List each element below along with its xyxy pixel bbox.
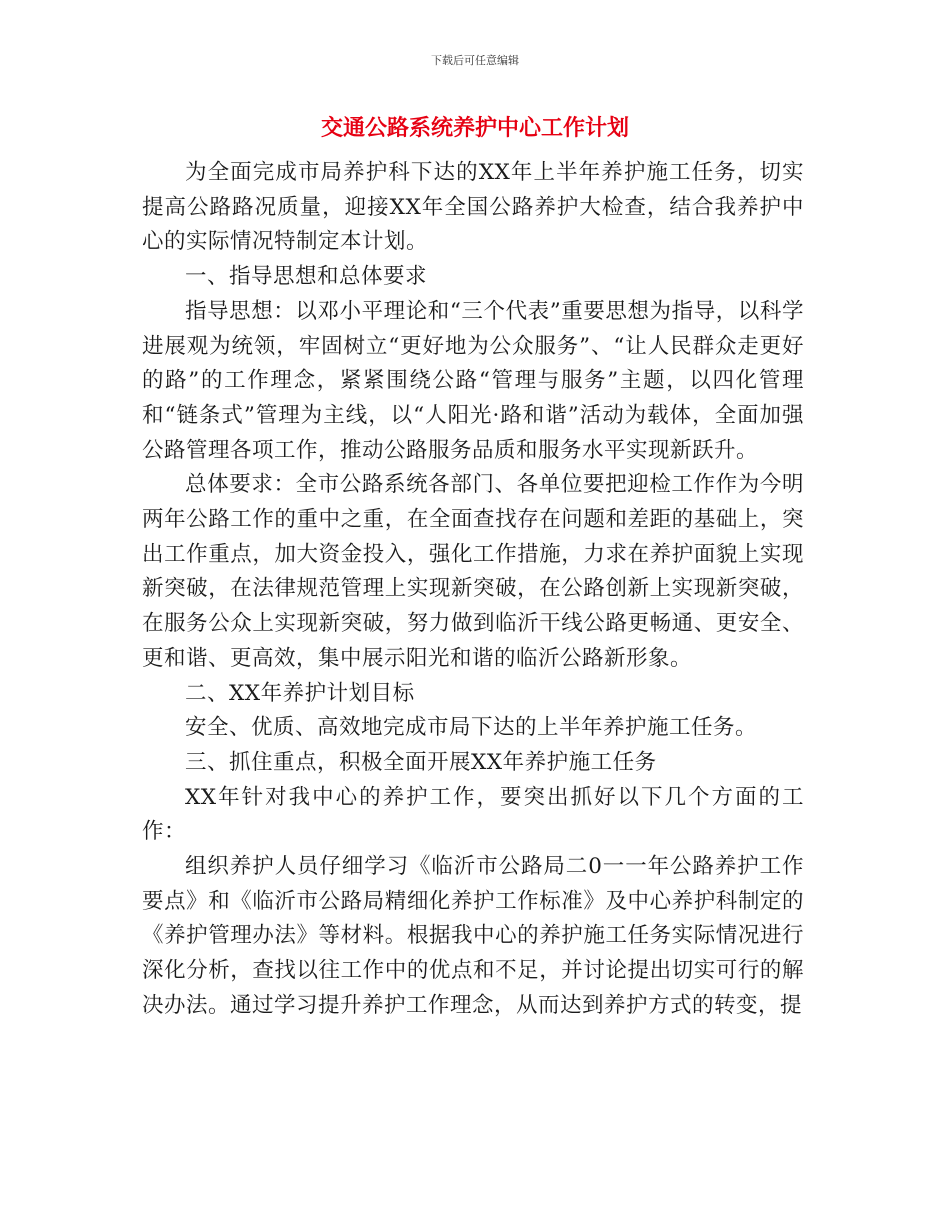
paragraph-key-tasks-intro: XX年针对我中心的养护工作，要突出抓好以下几个方面的工作： <box>142 784 804 845</box>
paragraph-overall-requirements: 总体要求：全市公路系统各部门、各单位要把迎检工作作为今明两年公路工作的重中之重，在全面查找存在问题和差距的基础上，突出工作重点，加大资金投入，强化工作措施，力求在养护面貌上实现新突破，在法律规范管理上实现新突破，在公路创新上实现新突破，在服务公众上实现新突破，努力做到临沂干线公路更畅通、更安全、更和谐、更高效，集中展示阳光和谐的临沂公路新形象。 <box>142 472 804 671</box>
section-heading-guiding-principles: 一、指导思想和总体要求 <box>185 264 428 290</box>
document-title: 交通公路系统养护中心工作计划 <box>320 115 629 141</box>
paragraph-intro: 为全面完成市局养护科下达的XX年上半年养护施工任务，切实提高公路路况质量，迎接XX年全国公路养护大检查，结合我养护中心的实际情况特制定本计划。 <box>142 160 804 255</box>
section-heading-key-tasks: 三、抓住重点，积极全面开展XX年养护施工任务 <box>185 749 657 775</box>
document-body <box>142 156 804 1024</box>
paragraph-study-organization: 组织养护人员仔细学习《临沂市公路局二0一一年公路养护工作要点》和《临沂市公路局精细化养护工作标准》及中心养护科制定的《养护管理办法》等材料。根据我中心的养护施工任务实际情况进行深化分析，查找以往工作中的优点和不足，并讨论提出切实可行的解决办法。通过学习提升养护工作理念，从而达到养护方式的转变，提 <box>142 854 804 1018</box>
section-heading-plan-goals: 二、XX年养护计划目标 <box>185 680 415 706</box>
page-header-note: 下载后可任意编辑 <box>431 54 519 67</box>
paragraph-plan-goals: 安全、优质、高效地完成市局下达的上半年养护施工任务。 <box>185 715 758 741</box>
paragraph-guiding-thought: 指导思想：以邓小平理论和“三个代表”重要思想为指导，以科学进展观为统领，牢固树立“更好地为公众服务”、“让人民群众走更好的路”的工作理念，紧紧围绕公路“管理与服务”主题，以四化管理和“链条式”管理为主线，以“人阳光·路和谐”活动为载体，全面加强公路管理各项工作，推动公路服务品质和服务水平实现新跃升。 <box>142 298 804 463</box>
